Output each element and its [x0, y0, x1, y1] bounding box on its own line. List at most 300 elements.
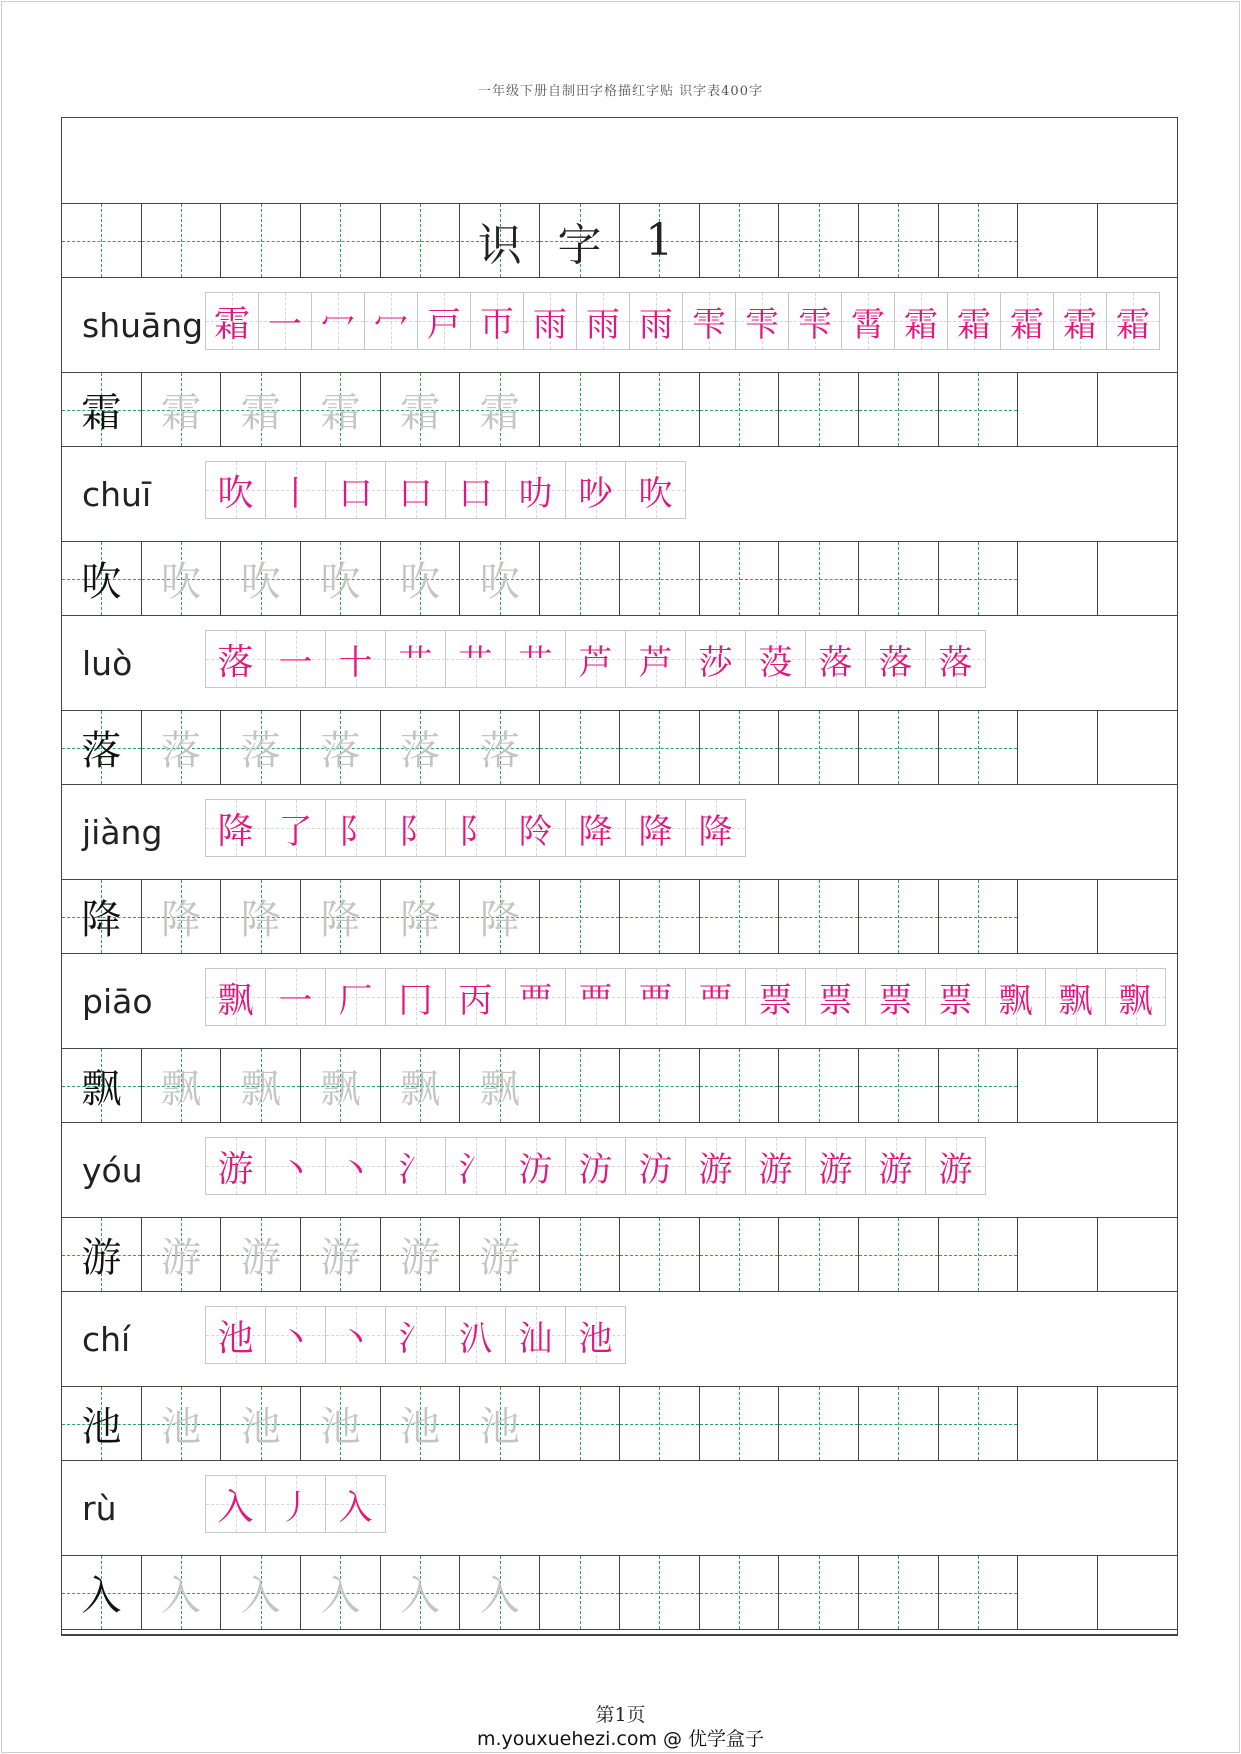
stroke-glyph: 芦 — [638, 642, 673, 683]
guide-vertical — [819, 1049, 820, 1122]
model-char: 降 — [81, 897, 122, 943]
trace-char: 飘 — [479, 1066, 520, 1112]
trace-char: 降 — [400, 897, 441, 943]
stroke-glyph: 戸 — [427, 304, 461, 345]
grid-cell[interactable] — [859, 542, 939, 615]
grid-cell[interactable] — [620, 1387, 700, 1460]
trace-char: 霜 — [161, 390, 202, 436]
stroke-step — [925, 968, 986, 1026]
grid-cell[interactable] — [700, 373, 780, 446]
grid-cell[interactable] — [301, 1556, 381, 1629]
stroke-step — [865, 1137, 926, 1195]
grid-cell[interactable] — [540, 1387, 620, 1460]
grid-cell[interactable] — [1098, 1049, 1178, 1122]
grid-cell[interactable] — [859, 1387, 939, 1460]
stroke-step — [1045, 968, 1106, 1026]
grid-cell[interactable] — [301, 711, 381, 784]
trace-char: 降 — [240, 897, 281, 943]
grid-cell[interactable] — [221, 1387, 301, 1460]
stroke-step — [745, 1137, 806, 1195]
grid-cell[interactable] — [461, 1218, 541, 1291]
stroke-glyph: 氵 — [458, 1149, 493, 1190]
stroke-glyph: 飘 — [998, 980, 1033, 1021]
grid-cell[interactable] — [461, 711, 541, 784]
stroke-step — [685, 1137, 746, 1195]
trace-char: 飘 — [320, 1066, 361, 1112]
grid-cell[interactable] — [939, 1556, 1019, 1629]
stroke-step — [505, 1137, 566, 1195]
grid-cell[interactable] — [540, 1556, 620, 1629]
stroke-step — [470, 292, 524, 350]
stroke-step — [445, 968, 506, 1026]
stroke-glyph: 帀 — [480, 304, 514, 345]
pinyin-label: shuāng — [82, 306, 204, 345]
guide-vertical — [739, 1556, 740, 1629]
grid-cell[interactable] — [301, 880, 381, 953]
grid-cell[interactable] — [620, 542, 700, 615]
trace-char: 吹 — [400, 559, 441, 605]
grid-cell[interactable] — [779, 1218, 859, 1291]
grid-cell[interactable] — [461, 1049, 541, 1122]
stroke-glyph: 雨 — [639, 304, 673, 345]
stroke-step — [325, 1137, 386, 1195]
grid-cell[interactable] — [620, 1049, 700, 1122]
pinyin-label: piāo — [82, 982, 153, 1021]
grid-cell[interactable] — [939, 542, 1019, 615]
grid-cell[interactable] — [859, 1049, 939, 1122]
stroke-step — [385, 968, 446, 1026]
guide-vertical — [978, 1049, 979, 1122]
guide-vertical — [978, 373, 979, 446]
stroke-step — [325, 799, 386, 857]
grid-cell[interactable] — [1098, 1387, 1178, 1460]
grid-cell[interactable] — [540, 204, 620, 277]
grid-cell[interactable] — [779, 373, 859, 446]
grid-cell[interactable] — [142, 880, 222, 953]
stroke-full-char — [205, 1475, 266, 1533]
trace-char: 霜 — [479, 390, 520, 436]
stroke-step — [385, 1306, 446, 1364]
grid-cell[interactable] — [221, 1218, 301, 1291]
stroke-step — [325, 968, 386, 1026]
guide-vertical — [978, 542, 979, 615]
grid-cell[interactable] — [62, 204, 142, 277]
stroke-glyph: 丶 — [338, 1318, 373, 1359]
grid-cell[interactable] — [142, 1218, 222, 1291]
grid-cell[interactable] — [62, 880, 142, 953]
pinyin-label: jiàng — [82, 813, 163, 852]
stroke-glyph: 阾 — [518, 811, 553, 852]
guide-vertical — [819, 880, 820, 953]
trace-char: 霜 — [240, 390, 281, 436]
stroke-step — [364, 292, 418, 350]
guide-vertical — [978, 1218, 979, 1291]
stroke-glyph: 雫 — [798, 304, 832, 345]
guide-vertical — [580, 1049, 581, 1122]
stroke-step — [745, 968, 806, 1026]
grid-cell[interactable] — [939, 1218, 1019, 1291]
trace-char: 入 — [400, 1573, 441, 1619]
grid-cell[interactable] — [1098, 711, 1178, 784]
stroke-step — [565, 1306, 626, 1364]
grid-cell[interactable] — [62, 373, 142, 446]
grid-cell[interactable] — [1018, 1556, 1098, 1629]
stroke-step — [385, 461, 446, 519]
grid-cell[interactable] — [301, 1218, 381, 1291]
stroke-step — [385, 799, 446, 857]
grid-cell[interactable] — [301, 542, 381, 615]
stroke-step — [865, 968, 926, 1026]
stroke-step — [735, 292, 789, 350]
guide-vertical — [819, 1387, 820, 1460]
stroke-glyph: 芦 — [578, 642, 613, 683]
stroke-glyph: 十 — [338, 642, 373, 683]
guide-vertical — [580, 1387, 581, 1460]
trace-char: 霜 — [400, 390, 441, 436]
grid-cell[interactable] — [62, 1218, 142, 1291]
stroke-glyph: 游 — [818, 1149, 853, 1190]
grid-cell[interactable] — [1098, 1556, 1178, 1629]
grid-cell[interactable] — [859, 880, 939, 953]
grid-cell[interactable] — [1018, 1049, 1098, 1122]
grid-cell[interactable] — [540, 880, 620, 953]
stroke-glyph: 落 — [878, 642, 913, 683]
stroke-glyph: 霜 — [213, 303, 250, 345]
guide-vertical — [181, 204, 182, 277]
stroke-glyph: 票 — [938, 980, 973, 1021]
grid-cell[interactable] — [142, 711, 222, 784]
grid-cell[interactable] — [142, 373, 222, 446]
stroke-glyph: 覀 — [518, 980, 553, 1021]
grid-cell[interactable] — [620, 1556, 700, 1629]
pinyin-label: rù — [82, 1489, 117, 1528]
stroke-step — [865, 630, 926, 688]
stroke-glyph: 汸 — [578, 1149, 613, 1190]
stroke-step — [385, 1137, 446, 1195]
stroke-step — [325, 1475, 386, 1533]
stroke-step — [445, 630, 506, 688]
trace-char: 落 — [161, 728, 202, 774]
grid-cell[interactable] — [142, 1556, 222, 1629]
stroke-full-char — [205, 630, 266, 688]
grid-cell[interactable] — [221, 542, 301, 615]
grid-cell[interactable] — [1098, 204, 1178, 277]
grid-cell[interactable] — [700, 204, 780, 277]
grid-cell[interactable] — [540, 711, 620, 784]
grid-cell[interactable] — [62, 1556, 142, 1629]
stroke-glyph: 吹 — [638, 473, 673, 514]
trace-char: 吹 — [161, 559, 202, 605]
stroke-step — [265, 1306, 326, 1364]
grid-cell[interactable] — [939, 880, 1019, 953]
guide-vertical — [898, 1556, 899, 1629]
grid-cell[interactable] — [779, 204, 859, 277]
stroke-glyph: 汃 — [458, 1318, 493, 1359]
model-char: 池 — [81, 1404, 122, 1450]
stroke-step — [565, 461, 626, 519]
trace-char: 入 — [240, 1573, 281, 1619]
guide-vertical — [978, 1387, 979, 1460]
stroke-step — [505, 461, 566, 519]
guide-vertical — [898, 373, 899, 446]
grid-cell[interactable] — [221, 204, 301, 277]
grid-cell[interactable] — [779, 542, 859, 615]
stroke-step — [894, 292, 948, 350]
stroke-glyph: 丙 — [458, 980, 493, 1021]
guide-vertical — [819, 1218, 820, 1291]
trace-char: 霜 — [320, 390, 361, 436]
stroke-glyph: 覀 — [698, 980, 733, 1021]
grid-cell[interactable] — [939, 373, 1019, 446]
grid-cell[interactable] — [540, 542, 620, 615]
grid-cell[interactable] — [1018, 373, 1098, 446]
grid-cell[interactable] — [221, 880, 301, 953]
grid-cell[interactable] — [381, 711, 461, 784]
grid-cell[interactable] — [779, 1049, 859, 1122]
grid-cell[interactable] — [461, 1387, 541, 1460]
stroke-glyph: 阝 — [458, 811, 493, 852]
trace-char: 池 — [479, 1404, 520, 1450]
grid-cell[interactable] — [301, 1387, 381, 1460]
stroke-order-strip — [205, 630, 985, 688]
page-number: 第1页 — [595, 1704, 646, 1726]
stroke-glyph: 一 — [268, 304, 302, 345]
stroke-step — [565, 1137, 626, 1195]
stroke-glyph: 霄 — [851, 304, 885, 345]
grid-cell[interactable] — [381, 373, 461, 446]
stroke-full-char — [205, 799, 266, 857]
stroke-glyph: 雫 — [692, 304, 726, 345]
grid-cell[interactable] — [461, 542, 541, 615]
stroke-glyph: 覀 — [578, 980, 613, 1021]
stroke-step — [805, 1137, 866, 1195]
grid-cell[interactable] — [859, 1218, 939, 1291]
grid-cell[interactable] — [1018, 542, 1098, 615]
grid-cell[interactable] — [1098, 373, 1178, 446]
grid-cell[interactable] — [700, 1556, 780, 1629]
guide-vertical — [261, 204, 262, 277]
guide-vertical — [659, 880, 660, 953]
grid-cell[interactable] — [381, 204, 461, 277]
grid-cell[interactable] — [142, 204, 222, 277]
grid-cell[interactable] — [779, 880, 859, 953]
stroke-glyph: 叻 — [518, 473, 553, 514]
grid-cell[interactable] — [700, 1049, 780, 1122]
trace-char: 降 — [161, 897, 202, 943]
grid-cell[interactable] — [540, 1218, 620, 1291]
grid-cell[interactable] — [221, 1049, 301, 1122]
stroke-glyph: 艹 — [458, 642, 493, 683]
grid-cell[interactable] — [1018, 1387, 1098, 1460]
grid-cell[interactable] — [301, 204, 381, 277]
stroke-step — [629, 292, 683, 350]
trace-char: 游 — [240, 1235, 281, 1281]
stroke-glyph: 丶 — [278, 1149, 313, 1190]
grid-cell[interactable] — [461, 1556, 541, 1629]
grid-cell[interactable] — [700, 542, 780, 615]
stroke-step — [265, 968, 326, 1026]
grid-cell[interactable] — [142, 542, 222, 615]
stroke-step — [625, 630, 686, 688]
grid-cell[interactable] — [142, 1049, 222, 1122]
grid-cell[interactable] — [301, 1049, 381, 1122]
stroke-step — [1106, 292, 1160, 350]
grid-cell[interactable] — [1098, 542, 1178, 615]
stroke-step — [685, 630, 746, 688]
grid-cell[interactable] — [620, 1218, 700, 1291]
trace-char: 池 — [240, 1404, 281, 1450]
grid-cell[interactable] — [1018, 1218, 1098, 1291]
grid-cell[interactable] — [221, 1556, 301, 1629]
grid-cell[interactable] — [939, 711, 1019, 784]
stroke-step — [311, 292, 365, 350]
stroke-step — [325, 1306, 386, 1364]
grid-cell[interactable] — [1098, 880, 1178, 953]
stroke-order-strip — [205, 1137, 985, 1195]
grid-cell[interactable] — [1018, 711, 1098, 784]
grid-cell[interactable] — [779, 711, 859, 784]
grid-cell[interactable] — [779, 1556, 859, 1629]
grid-cell[interactable] — [381, 1218, 461, 1291]
grid-cell[interactable] — [859, 711, 939, 784]
grid-cell[interactable] — [62, 711, 142, 784]
stroke-glyph: 霜 — [1116, 304, 1150, 345]
grid-cell[interactable] — [859, 204, 939, 277]
guide-vertical — [898, 1387, 899, 1460]
grid-cell[interactable] — [62, 542, 142, 615]
guide-vertical — [898, 1218, 899, 1291]
grid-cell[interactable] — [301, 373, 381, 446]
grid-cell[interactable] — [939, 1049, 1019, 1122]
grid-cell[interactable] — [859, 1556, 939, 1629]
grid-cell[interactable] — [700, 880, 780, 953]
guide-vertical — [340, 204, 341, 277]
grid-cell[interactable] — [461, 204, 541, 277]
stroke-glyph: 霜 — [904, 304, 938, 345]
stroke-glyph: 游 — [698, 1149, 733, 1190]
stroke-glyph: 冂 — [398, 980, 433, 1021]
stroke-step — [325, 461, 386, 519]
grid-cell[interactable] — [221, 373, 301, 446]
stroke-glyph: 丶 — [278, 1318, 313, 1359]
grid-cell[interactable] — [700, 1218, 780, 1291]
stroke-step — [625, 799, 686, 857]
grid-cell[interactable] — [859, 373, 939, 446]
stroke-step — [625, 1137, 686, 1195]
trace-char: 游 — [400, 1235, 441, 1281]
trace-char: 飘 — [240, 1066, 281, 1112]
practice-row — [62, 372, 1177, 447]
grid-cell[interactable] — [779, 1387, 859, 1460]
grid-cell[interactable] — [1018, 204, 1098, 277]
stroke-glyph: 游 — [938, 1149, 973, 1190]
stroke-glyph: 游 — [758, 1149, 793, 1190]
stroke-step — [1105, 968, 1166, 1026]
practice-row — [62, 879, 1177, 954]
grid-cell[interactable] — [1018, 880, 1098, 953]
stroke-glyph: 口 — [398, 473, 433, 514]
stroke-step — [1053, 292, 1107, 350]
worksheet — [61, 117, 1178, 1636]
stroke-glyph: 落 — [818, 642, 853, 683]
stroke-glyph: 霜 — [1063, 304, 1097, 345]
stroke-glyph: 雨 — [586, 304, 620, 345]
model-char: 吹 — [81, 559, 122, 605]
guide-vertical — [659, 1556, 660, 1629]
grid-cell[interactable] — [381, 542, 461, 615]
trace-char: 入 — [479, 1573, 520, 1619]
stroke-full-char — [205, 1137, 266, 1195]
grid-cell[interactable] — [62, 1387, 142, 1460]
trace-char: 飘 — [161, 1066, 202, 1112]
trace-char: 吹 — [240, 559, 281, 605]
grid-cell[interactable] — [620, 880, 700, 953]
stroke-step — [505, 1306, 566, 1364]
guide-vertical — [898, 1049, 899, 1122]
stroke-glyph: 丨 — [278, 473, 313, 514]
stroke-glyph: 氵 — [398, 1318, 433, 1359]
grid-cell[interactable] — [700, 711, 780, 784]
stroke-step — [505, 968, 566, 1026]
guide-vertical — [659, 542, 660, 615]
guide-vertical — [978, 204, 979, 277]
trace-char: 吹 — [479, 559, 520, 605]
grid-cell[interactable] — [939, 1387, 1019, 1460]
guide-vertical — [659, 373, 660, 446]
guide-vertical — [898, 542, 899, 615]
grid-cell[interactable] — [461, 880, 541, 953]
grid-cell[interactable] — [461, 373, 541, 446]
stroke-glyph: 覀 — [638, 980, 673, 1021]
grid-cell[interactable] — [62, 1049, 142, 1122]
stroke-step — [745, 630, 806, 688]
grid-cell[interactable] — [939, 204, 1019, 277]
stroke-full-char — [205, 968, 266, 1026]
grid-cell[interactable] — [620, 373, 700, 446]
practice-row — [62, 710, 1177, 785]
lesson-title-char: 字 — [557, 219, 602, 271]
grid-cell[interactable] — [620, 711, 700, 784]
grid-cell[interactable] — [620, 204, 700, 277]
grid-cell[interactable] — [381, 1049, 461, 1122]
stroke-step — [265, 1475, 326, 1533]
stroke-glyph: 汸 — [638, 1149, 673, 1190]
grid-cell[interactable] — [700, 1387, 780, 1460]
stroke-glyph: 吵 — [578, 473, 613, 514]
stroke-glyph: 票 — [758, 980, 793, 1021]
grid-cell[interactable] — [221, 711, 301, 784]
pinyin-label: luò — [82, 644, 133, 683]
model-char: 落 — [81, 728, 122, 774]
trace-char: 游 — [479, 1235, 520, 1281]
guide-vertical — [739, 1387, 740, 1460]
stroke-step — [265, 799, 326, 857]
guide-vertical — [659, 711, 660, 784]
grid-cell[interactable] — [381, 1556, 461, 1629]
lesson-title-char: 识 — [477, 219, 522, 271]
grid-cell[interactable] — [1098, 1218, 1178, 1291]
model-char: 霜 — [81, 390, 122, 436]
grid-cell[interactable] — [381, 880, 461, 953]
grid-cell[interactable] — [540, 373, 620, 446]
guide-vertical — [739, 1049, 740, 1122]
guide-vertical — [580, 373, 581, 446]
grid-cell[interactable] — [142, 1387, 222, 1460]
grid-cell[interactable] — [540, 1049, 620, 1122]
guide-vertical — [659, 1387, 660, 1460]
stroke-step — [841, 292, 895, 350]
grid-cell[interactable] — [381, 1387, 461, 1460]
